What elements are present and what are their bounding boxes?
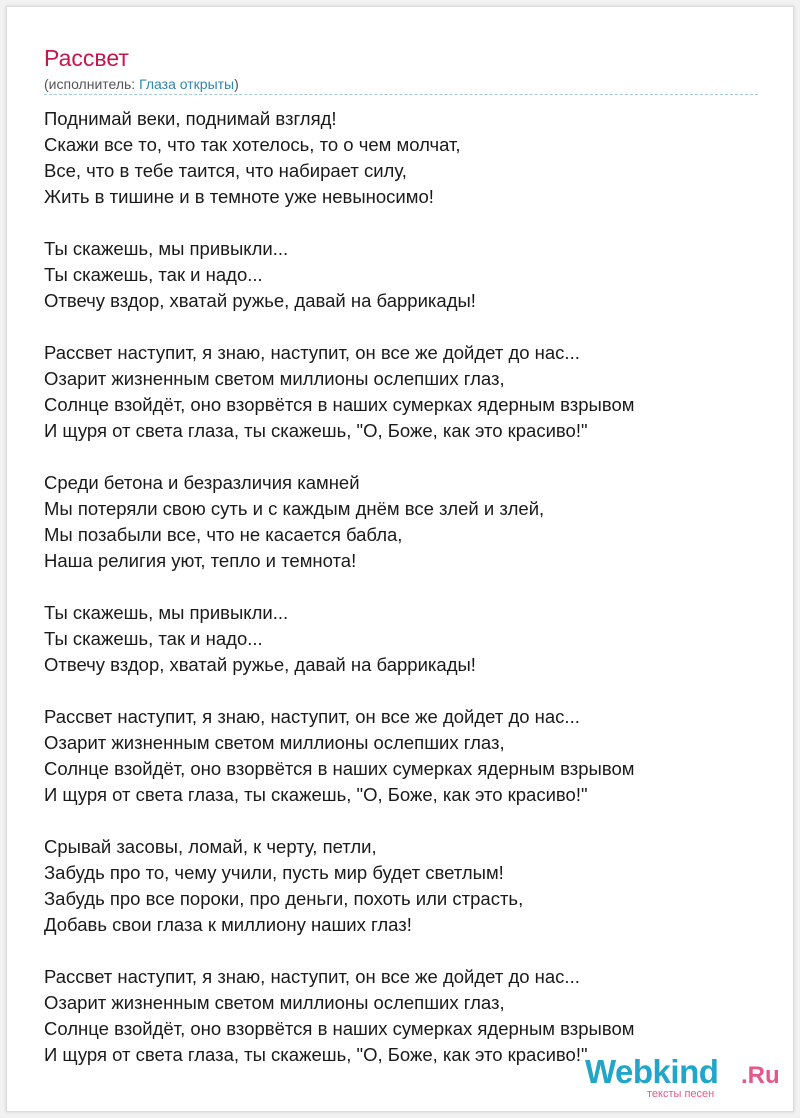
lyrics-stanza — [44, 340, 764, 444]
lyrics-line: Все, что в тебе таится, что набирает силу, — [44, 160, 407, 181]
song-title: Рассвет — [44, 45, 129, 71]
lyrics-line: Рассвет наступит, я знаю, наступит, он все же дойдет до нас... — [44, 342, 580, 363]
artist-link[interactable]: Глаза открыты — [139, 76, 235, 92]
lyrics-line: Ты скажешь, мы привыкли... — [44, 602, 289, 623]
lyrics-stanza — [44, 704, 764, 808]
lyrics-line: Забудь про все пороки, про деньги, похоть или страсть, — [44, 888, 524, 909]
lyrics-line: Рассвет наступит, я знаю, наступит, он все же дойдет до нас... — [44, 706, 580, 727]
lyrics-line: Озарит жизненным светом миллионы ослепших глаз, — [44, 368, 505, 389]
lyrics-stanza — [44, 470, 764, 574]
watermark-domain: .Ru — [741, 1062, 780, 1089]
divider — [44, 94, 758, 95]
lyrics-stanza — [44, 236, 764, 314]
lyrics-line: Рассвет наступит, я знаю, наступит, он все же дойдет до нас... — [44, 966, 580, 987]
lyrics-body — [44, 106, 764, 1094]
lyrics-line: Скажи все то, что так хотелось, то о чем молчат, — [44, 134, 461, 155]
lyrics-line: Ты скажешь, так и надо... — [44, 628, 263, 649]
lyrics-line: Мы позабыли все, что не касается бабла, — [44, 524, 403, 545]
lyrics-line: И щуря от света глаза, ты скажешь, "О, Боже, как это красиво!" — [44, 784, 588, 805]
lyrics-line: Озарит жизненным светом миллионы ослепших глаз, — [44, 732, 505, 753]
lyrics-line: Ты скажешь, мы привыкли... — [44, 238, 289, 259]
lyrics-line: Наша религия уют, тепло и темнота! — [44, 550, 357, 571]
artist-line — [44, 75, 239, 93]
lyrics-line: Ты скажешь, так и надо... — [44, 264, 263, 285]
webkind-watermark — [585, 1053, 785, 1103]
watermark-subtitle: тексты песен — [647, 1088, 715, 1100]
lyrics-line: Добавь свои глаза к миллиону наших глаз! — [44, 914, 412, 935]
lyrics-line: И щуря от света глаза, ты скажешь, "О, Боже, как это красиво!" — [44, 420, 588, 441]
lyrics-line: Озарит жизненным светом миллионы ослепших глаз, — [44, 992, 505, 1013]
lyrics-sheet — [6, 6, 794, 1112]
lyrics-stanza — [44, 600, 764, 678]
lyrics-line: Солнце взойдёт, оно взорвётся в наших сумерках ядерным взрывом — [44, 394, 635, 415]
lyrics-line: Солнце взойдёт, оно взорвётся в наших сумерках ядерным взрывом — [44, 1018, 635, 1039]
lyrics-line: Жить в тишине и в темноте уже невыносимо! — [44, 186, 434, 207]
lyrics-line: Поднимай веки, поднимай взгляд! — [44, 108, 337, 129]
artist-suffix: ) — [234, 76, 239, 92]
lyrics-line: И щуря от света глаза, ты скажешь, "О, Боже, как это красиво!" — [44, 1044, 588, 1065]
lyrics-stanza — [44, 834, 764, 938]
lyrics-line: Мы потеряли свою суть и с каждым днём все злей и злей, — [44, 498, 545, 519]
watermark-logo-text: Webkind — [585, 1053, 719, 1090]
lyrics-line: Солнце взойдёт, оно взорвётся в наших сумерках ядерным взрывом — [44, 758, 635, 779]
lyrics-line: Отвечу вздор, хватай ружье, давай на баррикады! — [44, 290, 476, 311]
artist-prefix: (исполнитель: — [44, 76, 140, 92]
lyrics-line: Среди бетона и безразличия камней — [44, 472, 360, 493]
lyrics-line: Отвечу вздор, хватай ружье, давай на баррикады! — [44, 654, 476, 675]
lyrics-line: Забудь про то, чему учили, пусть мир будет светлым! — [44, 862, 504, 883]
lyrics-line: Срывай засовы, ломай, к черту, петли, — [44, 836, 377, 857]
lyrics-stanza — [44, 106, 764, 210]
